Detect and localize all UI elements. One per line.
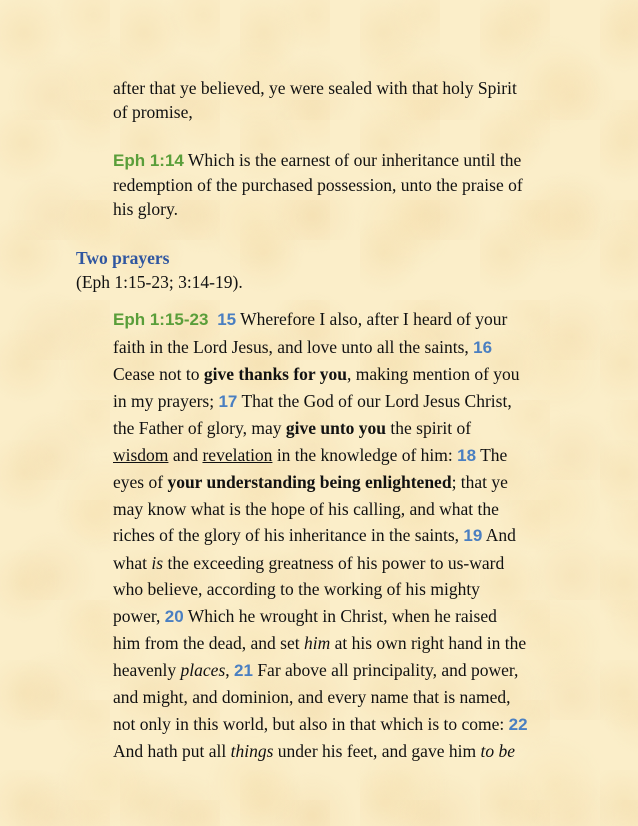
text-line <box>113 306 573 334</box>
text-line <box>113 657 573 685</box>
verse-text: That the God of our Lord Jesus Christ, <box>237 390 512 411</box>
text-line <box>113 442 573 470</box>
verse-text: faith in the Lord Jesus, and love unto all the saints, <box>113 336 474 357</box>
text-line <box>113 148 573 173</box>
verse-number: 21 <box>234 660 253 680</box>
verse-text: in the knowledge of him: <box>272 444 458 465</box>
verse-text: Cease not to <box>113 364 204 384</box>
verse-text: what <box>113 552 152 573</box>
verse-number: 17 <box>218 391 238 411</box>
italic-text: to be <box>480 741 515 761</box>
underlined-text: revelation <box>202 444 273 465</box>
verse-text: And <box>482 525 516 545</box>
text-line <box>113 630 573 657</box>
paragraph-verse-13-continued <box>113 76 573 124</box>
verse-text: under his feet, and gave him <box>273 741 481 761</box>
emphasis-text: give thanks for you <box>203 364 347 384</box>
italic-text: him <box>304 633 331 653</box>
verse-text: , making mention of you <box>347 364 520 384</box>
verse-text: Which he wrought in Christ, when he raised <box>183 605 497 626</box>
verse-text: the exceeding greatness of his power to us-ward <box>163 552 505 573</box>
text-line <box>113 603 573 631</box>
underlined-text: wisdom <box>113 444 169 465</box>
text-line <box>113 738 573 765</box>
text-line <box>113 469 573 496</box>
text-line: his glory. <box>113 199 178 219</box>
verse-text: in my prayers; <box>113 390 219 411</box>
scripture-reference: Eph 1:15-23 <box>113 310 209 329</box>
scripture-reference: Eph 1:14 <box>113 151 184 170</box>
text-line <box>113 361 573 388</box>
verse-text: and <box>168 444 203 465</box>
verse-number: 15 <box>217 310 237 329</box>
verse-text: riches of the glory of his inheritance in the saints, <box>113 525 464 545</box>
text-line: of promise, <box>113 102 193 122</box>
text-line: and might, and dominion, and every name that is named, <box>113 687 511 707</box>
verse-text: Wherefore I also, after I heard of your <box>236 309 508 329</box>
verse-number: 19 <box>463 526 483 545</box>
verse-text: , <box>225 659 235 680</box>
paragraph-eph-1-15-23 <box>113 306 573 765</box>
emphasis-text: give unto you <box>285 418 387 438</box>
text-line: who believe, according to the working of his mighty <box>113 579 480 599</box>
verse-text: And hath put all <box>113 741 231 761</box>
verse-text: Far above all principality, and power, <box>252 659 519 680</box>
verse-number: 18 <box>457 445 477 465</box>
verse-text: The <box>476 444 508 465</box>
text-line: may know what is the hope of his calling, and what the <box>113 498 499 519</box>
text-line <box>113 415 573 442</box>
verse-text: not only in this world, but also in that which is to come: <box>113 713 509 734</box>
emphasis-text: your understanding being enlightened <box>167 472 452 492</box>
text-line <box>113 550 573 577</box>
section-references: (Eph 1:15-23; 3:14-19). <box>76 272 243 292</box>
text-line <box>113 388 573 416</box>
text-line <box>113 711 573 739</box>
italic-text: is <box>151 552 164 573</box>
verse-text: heavenly <box>113 659 181 680</box>
verse-text: the Father of glory, may <box>113 418 286 438</box>
section-heading: Two prayers <box>76 248 170 268</box>
verse-text: power, <box>113 605 165 626</box>
verse-number: 16 <box>473 337 493 357</box>
italic-text: things <box>230 741 274 761</box>
verse-number: 20 <box>164 606 184 626</box>
paragraph-eph-1-14 <box>113 148 573 221</box>
verse-number: 22 <box>508 714 528 734</box>
verse-text: at his own right hand in the <box>330 633 527 653</box>
text-line <box>113 522 573 550</box>
text-line: after that ye believed, ye were sealed with that holy Spirit <box>113 78 517 98</box>
italic-text: places <box>180 659 226 680</box>
text-line <box>113 334 573 362</box>
verse-text: him from the dead, and set <box>113 633 304 653</box>
verse-text: eyes of <box>113 472 168 492</box>
verse-text: Which is the earnest of our inheritance until the <box>183 150 522 170</box>
text-line: redemption of the purchased possession, unto the praise of <box>113 175 523 195</box>
verse-text: ; that ye <box>451 472 508 492</box>
verse-text: the spirit of <box>386 418 472 438</box>
